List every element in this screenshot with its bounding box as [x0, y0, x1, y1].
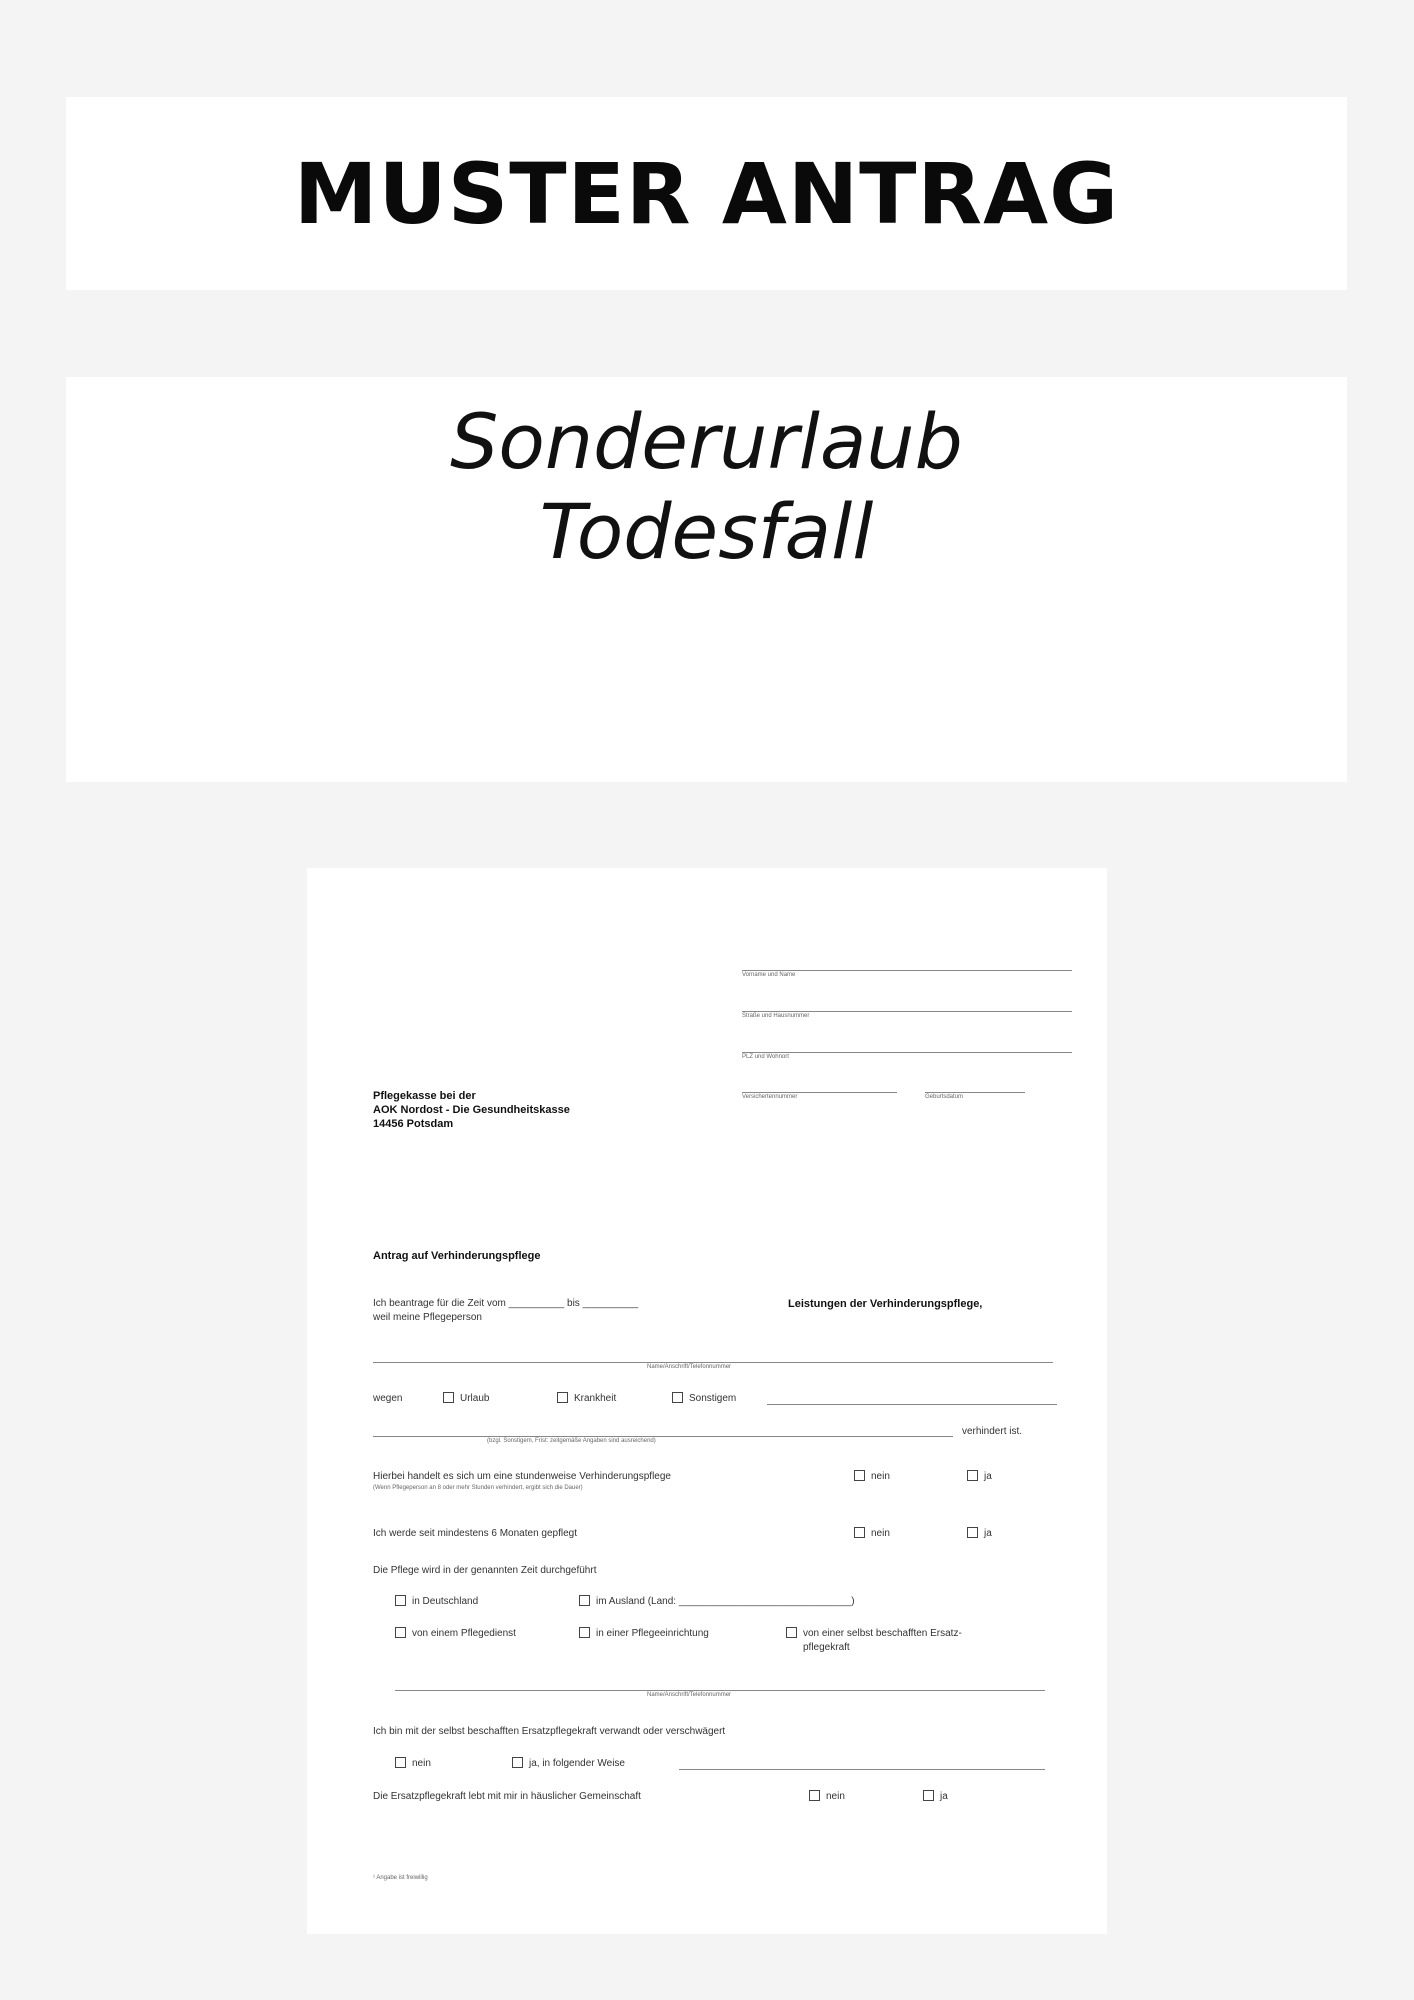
form-preview-image	[307, 868, 1107, 1934]
field-label-insured-no: Versichertennummer	[742, 1094, 798, 1100]
address-line: AOK Nordost - Die Gesundheitskasse	[373, 1104, 570, 1116]
checkbox	[786, 1627, 797, 1638]
form-text: Urlaub	[460, 1393, 490, 1404]
form-text: nein	[871, 1528, 890, 1539]
form-text: ja	[984, 1528, 992, 1539]
checkbox	[854, 1527, 865, 1538]
form-text: ja, in folgender Weise	[529, 1758, 625, 1769]
form-text: Sonstigem	[689, 1393, 737, 1404]
title-banner	[66, 97, 1347, 290]
checkbox	[512, 1757, 523, 1768]
form-text: ja	[940, 1791, 948, 1802]
form-text: Hierbei handelt es sich um eine stundenweise Verhinderungspflege	[373, 1471, 671, 1482]
field-caption: (bzgl. Sonstigem, Frist: zeitgemäße Angaben sind ausreichend)	[487, 1438, 656, 1444]
field-caption: Name/Anschrift/Telefonnummer	[647, 1364, 732, 1370]
form-text: Krankheit	[574, 1393, 617, 1404]
page-title: MUSTER ANTRAG	[293, 144, 1120, 243]
form-text: im Ausland (Land: _______________________________)	[596, 1596, 855, 1607]
form-text: von einer selbst beschafften Ersatz-	[803, 1628, 962, 1639]
checkbox	[923, 1790, 934, 1801]
field-line	[373, 1362, 1053, 1363]
checkbox	[579, 1595, 590, 1606]
form-text: wegen	[373, 1393, 403, 1404]
field-label-street: Straße und Hausnummer	[742, 1013, 810, 1019]
field-line	[767, 1404, 1057, 1405]
field-line	[742, 970, 1072, 971]
form-text: Ich beantrage für die Zeit vom __________ bis __________	[373, 1298, 639, 1309]
field-line	[742, 1011, 1072, 1012]
field-line	[679, 1769, 1045, 1770]
checkbox	[443, 1392, 454, 1403]
field-label-plz: PLZ und Wohnort	[742, 1054, 789, 1060]
checkbox	[557, 1392, 568, 1403]
form-note: (Wenn Pflegeperson an 8 oder mehr Stunden verhindert, ergibt sich die Dauer)	[373, 1485, 583, 1491]
form-text: von einem Pflegedienst	[412, 1628, 516, 1639]
form-text: in einer Pflegeeinrichtung	[596, 1628, 709, 1639]
form-text: Leistungen der Verhinderungspflege,	[788, 1298, 983, 1310]
checkbox	[967, 1527, 978, 1538]
form-text: nein	[412, 1758, 431, 1769]
checkbox	[395, 1627, 406, 1638]
form-text: nein	[826, 1791, 845, 1802]
form-heading: Antrag auf Verhinderungspflege	[373, 1250, 541, 1262]
form-text: Ich bin mit der selbst beschafften Ersatzpflegekraft verwandt oder verschwägert	[373, 1726, 726, 1737]
form-text: in Deutschland	[412, 1596, 479, 1607]
field-line	[373, 1436, 953, 1437]
form-text: ja	[984, 1471, 992, 1482]
checkbox	[579, 1627, 590, 1638]
form-text: verhindert ist.	[962, 1426, 1023, 1437]
address-line: 14456 Potsdam	[373, 1118, 454, 1130]
form-text: pflegekraft	[803, 1642, 850, 1653]
field-label-birthdate: Geburtsdatum	[925, 1094, 964, 1100]
form-text: Ich werde seit mindestens 6 Monaten gepflegt	[373, 1528, 578, 1539]
checkbox	[854, 1470, 865, 1481]
form-text: weil meine Pflegeperson	[373, 1312, 482, 1323]
field-line	[742, 1092, 897, 1093]
form-text: Die Ersatzpflegekraft lebt mit mir in häuslicher Gemeinschaft	[373, 1791, 641, 1802]
subtitle-banner	[66, 377, 1347, 782]
field-line	[742, 1052, 1072, 1053]
field-label-name: Vorname und Name	[742, 972, 796, 978]
form-text: nein	[871, 1471, 890, 1482]
field-caption: Name/Anschrift/Telefonnummer	[647, 1692, 732, 1698]
subtitle-line-2: Todesfall	[539, 487, 874, 576]
checkbox	[967, 1470, 978, 1481]
checkbox	[809, 1790, 820, 1801]
subtitle-line-1: Sonderurlaub	[450, 397, 963, 486]
footnote: ¹ Angabe ist freiwillig	[373, 1875, 428, 1881]
checkbox	[395, 1757, 406, 1768]
form-text: Die Pflege wird in der genannten Zeit durchgeführt	[373, 1565, 597, 1576]
field-line	[395, 1690, 1045, 1691]
field-line	[925, 1092, 1025, 1093]
checkbox	[395, 1595, 406, 1606]
address-line: Pflegekasse bei der	[373, 1090, 476, 1102]
checkbox	[672, 1392, 683, 1403]
